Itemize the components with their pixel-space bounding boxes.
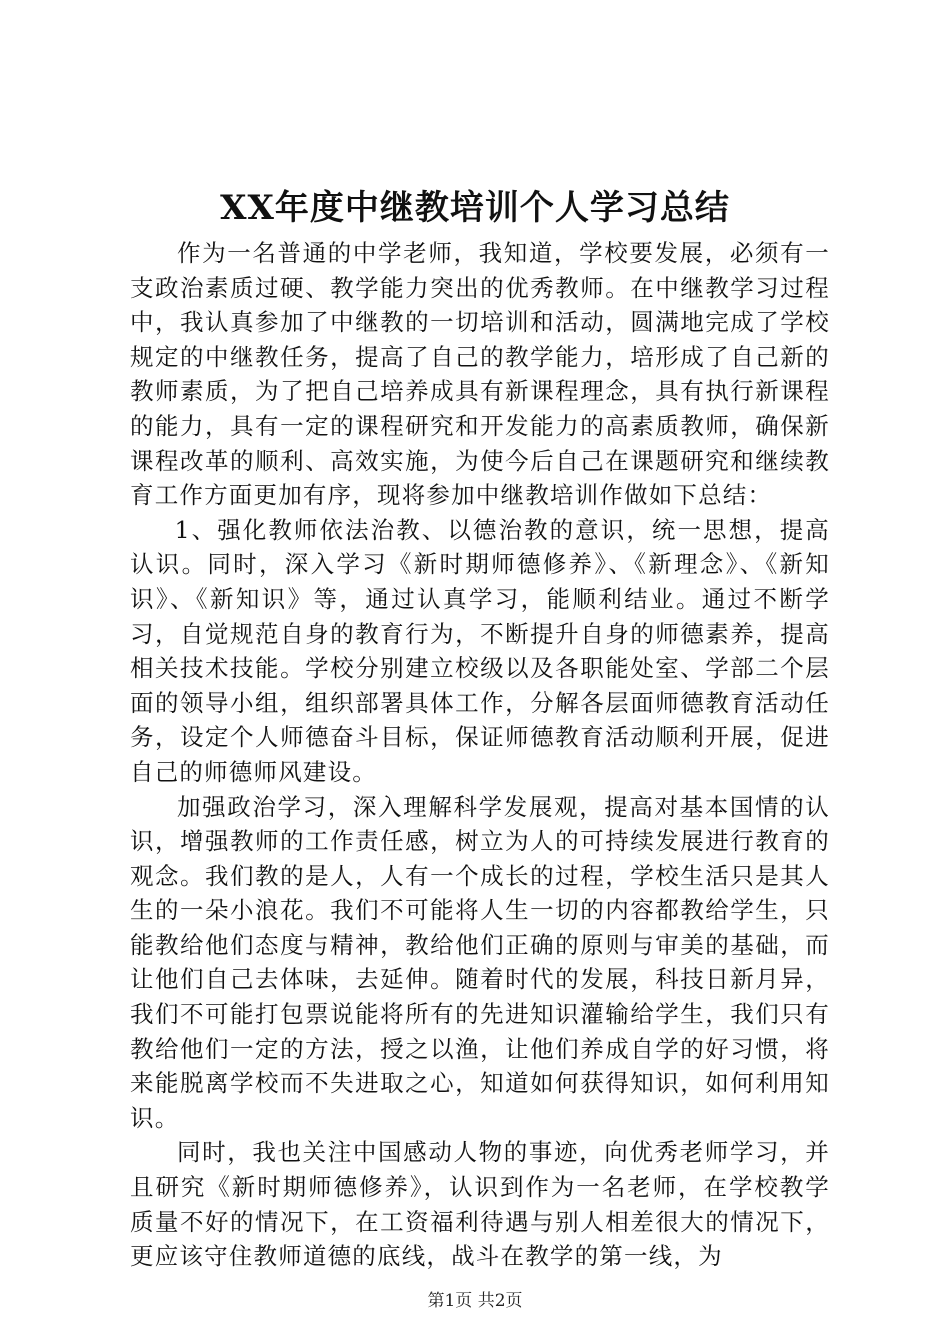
paragraph-item-1: 1、强化教师依法治教、以德治教的意识，统一思想，提高认识。同时，深入学习《新时期师德修养》、《新理念》、《新知识》、《新知识》等，通过认真学习，能顺利结业。通过不断学习，自觉规范自身的教育行为，不断提升自身的师德素养，提高相关技术技能。学校分别建立校级以及各职能处室、学部二个层面的领导小组，组织部署具体工作，分解各层面师德教育活动任务，设定个人师德奋斗目标，保证师德教育活动顺利开展，促进自己的师德师风建设。	[130, 515, 830, 786]
document-title: XX年度中继教培训个人学习总结	[220, 188, 730, 228]
paragraph-role-models: 同时，我也关注中国感动人物的事迹，向优秀老师学习，并且研究《新时期师德修养》，认识到作为一名老师，在学校教学质量不好的情况下，在工资福利待遇与别人相差很大的情况下，更应该守住教师道德的底线，战斗在教学的第一线，为	[130, 1138, 830, 1271]
document-body	[130, 236, 830, 1274]
paragraph-political-study: 加强政治学习，深入理解科学发展观，提高对基本国情的认识，增强教师的工作责任感，树立为人的可持续发展进行教育的观念。我们教的是人，人有一个成长的过程，学校生活只是其人生的一朵小浪花。我们不可能将人生一切的内容都教给学生，只能教给他们态度与精神，教给他们正确的原则与审美的基础，而让他们自己去体味，去延伸。随着时代的发展，科技日新月异，我们不可能打包票说能将所有的先进知识灌输给学生，我们只有教给他们一定的方法，授之以渔，让他们养成自学的好习惯，将来能脱离学校而不失进取之心，知道如何获得知识，如何利用知识。	[130, 792, 830, 1132]
page-number-footer: 第1页 共2页	[427, 1291, 523, 1311]
paragraph-intro: 作为一名普通的中学老师，我知道，学校要发展，必须有一支政治素质过硬、教学能力突出的优秀教师。在中继教学习过程中，我认真参加了中继教的一切培训和活动，圆满地完成了学校规定的中继教任务，提高了自己的教学能力，培形成了自己新的教师素质，为了把自己培养成具有新课程理念，具有执行新课程的能力，具有一定的课程研究和开发能力的高素质教师，确保新课程改革的顺利、高效实施，为使今后自己在课题研究和继续教育工作方面更加有序，现将参加中继教培训作做如下总结：	[130, 239, 830, 510]
